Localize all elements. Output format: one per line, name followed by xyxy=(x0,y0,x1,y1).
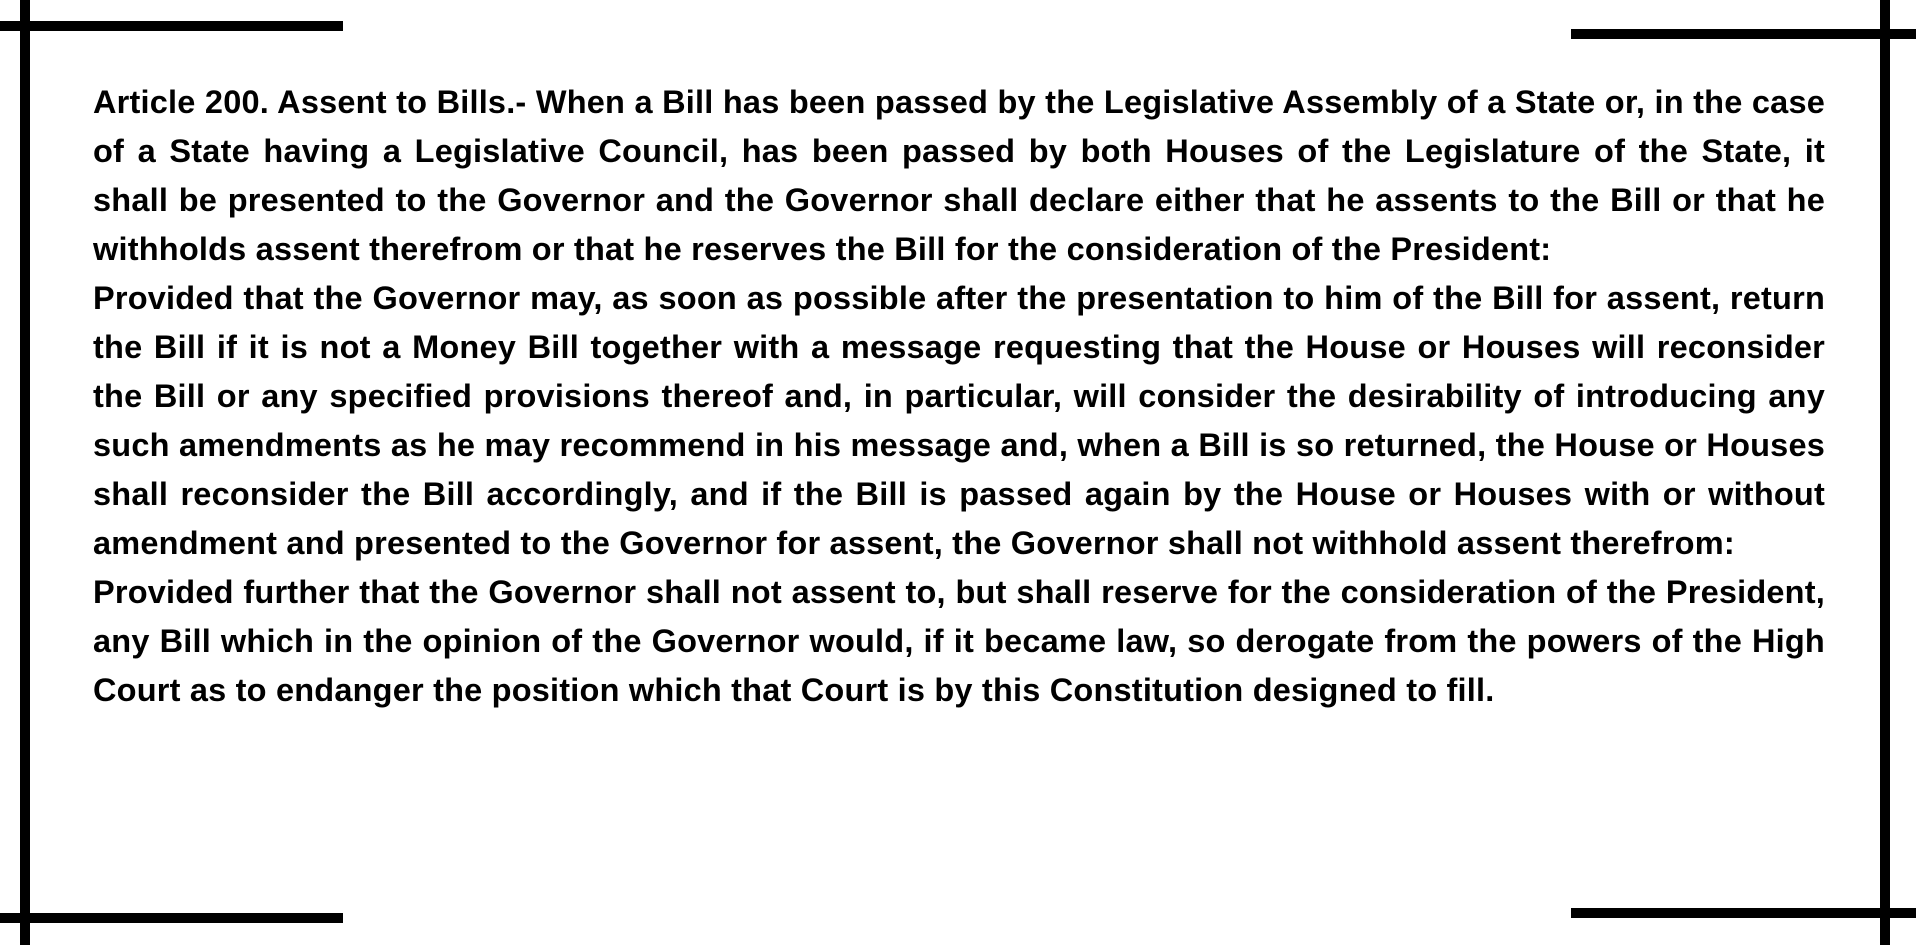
article-paragraph-proviso: Provided that the Governor may, as soon as possible after the presentation to him of the Bill for assent, return the Bill if it is not a Money Bill together with a message requesting that the House or Houses will reconsider the Bill or any specified provisions thereof and, in particular, will consider the desirability of introducing any such amendments as he may recommend in his message and, when a Bill is so returned, the House or Houses shall reconsider the Bill accordingly, and if the Bill is passed again by the House or Houses with or without amendment and presented to the Governor for assent, the Governor shall not withhold assent therefrom: xyxy=(93,280,1825,561)
article-text xyxy=(93,78,1825,715)
article-paragraph-further-proviso: Provided further that the Governor shall not assent to, but shall reserve for the consideration of the President, any Bill which in the opinion of the Governor would, if it became law, so derogate from the powers of the High Court as to endanger the position which that Court is by this Constitution designed to fill. xyxy=(93,574,1825,708)
frame-top-left-line xyxy=(0,21,343,31)
frame-right-line xyxy=(1880,0,1890,945)
frame-bottom-right-line xyxy=(1571,908,1916,918)
frame-top-right-line xyxy=(1571,29,1916,39)
frame-bottom-left-line xyxy=(0,913,343,923)
article-paragraph-main: Article 200. Assent to Bills.- When a Bill has been passed by the Legislative Assembly of a State or, in the case of a State having a Legislative Council, has been passed by both Houses of the Legislature of the State, it shall be presented to the Governor and the Governor shall declare either that he assents to the Bill or that he withholds assent therefrom or that he reserves the Bill for the consideration of the President: xyxy=(93,84,1825,267)
frame-left-line xyxy=(20,0,30,945)
